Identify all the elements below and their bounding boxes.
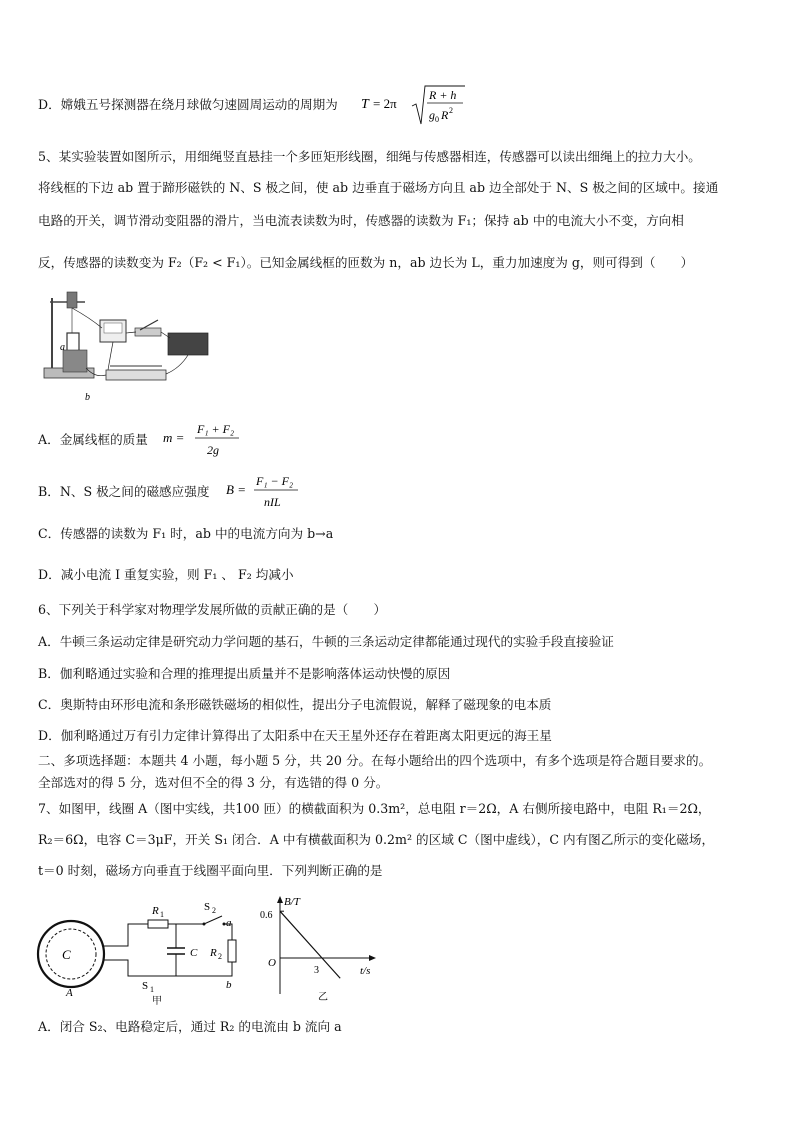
rheostat [106,370,166,380]
label-Cap: C [190,947,198,959]
battery-pack [168,333,208,355]
label-S1-sub: 1 [150,985,154,994]
label-jia: 甲 [152,996,162,1006]
formula-den-2: 2 [449,106,453,115]
optA-den: 2g [207,443,219,457]
label-R2: R [210,947,217,959]
y-axis-arrow [277,896,283,903]
coil-A [38,921,104,987]
label-R1-sub: 1 [160,910,164,919]
q5-option-a-formula [163,418,253,460]
q5-apparatus-figure [40,288,220,403]
x-axis-arrow [369,955,376,961]
q5-option-a [38,432,148,448]
q7-circuit-figure [36,896,256,1006]
magnet [63,350,87,372]
formula-den-0: 0 [435,115,439,124]
section2-line2: 全部选对的得 5 分，选对但不全的得 3 分，有选错的得 0 分。 [38,775,389,790]
label-b: b [226,979,232,991]
q6-option-b: B．伽利略通过实验和合理的推理提出质量并不是影响落体运动快慢的原因 [38,666,451,681]
resistor-R2 [228,940,236,962]
q6-option-c: C．奥斯特由环形电流和条形磁铁磁场的相似性，提出分子电流假说，解释了磁现象的电本质 [38,697,552,712]
sensor [67,292,77,308]
optB-num: F₁ − F₂ [256,474,294,488]
bt-series-line [280,911,340,978]
label-a: a [226,917,232,929]
graph-xlabel: t/s [360,965,371,977]
q6-option-a: A．牛顿三条运动定律是研究动力学问题的基石，牛顿的三条运动定律都能通过现代的实验手段直接验证 [38,634,614,649]
label-S2: S [204,901,211,913]
graph-ylabel: B/T [284,896,300,908]
resistor-R1 [148,920,168,928]
formula-den-R: R [441,108,449,122]
q7-option-a: A．闭合 S₂、电路稳定后，通过 R₂ 的电流由 b 流向 a [38,1019,342,1034]
formula-T: T [361,97,369,112]
label-S1: S [142,980,149,992]
q5-option-d: D．减小电流 I 重复实验，则 F₁ 、 F₂ 均减小 [38,567,294,582]
optA-num: F₁ + F₂ [197,422,235,436]
label-A: A [66,987,73,999]
q5-line4: 反，传感器的读数变为 F₂（F₂ < F₁）。已知金属线框的匝数为 n，ab 边长为 L，重力加速度为 g，则可得到（ ） [38,255,694,270]
q6-option-d: D．伽利略通过万有引力定律计算得出了太阳系中在天王星外还存在着距离太阳更远的海王星 [38,728,552,743]
q5-label-b: b [85,392,90,403]
q4-option-d-text: D．嫦娥五号探测器在绕月球做匀速圆周运动的周期为 [38,97,338,112]
q5-label-a: a [60,342,65,353]
label-C: C [62,947,71,962]
optA-lhs: m = [163,430,185,445]
formula-eq: = 2π [373,96,397,111]
q4-period-formula [361,82,471,128]
q5-line3: 电路的开关，调节滑动变阻器的滑片，当电流表读数为时，传感器的读数为 F₁；保持 ab 中的电流大小不变，方向相 [38,213,684,228]
switch [135,328,161,336]
region-C [46,929,96,979]
section2-line1: 二、多项选择题：本题共 4 小题，每小题 5 分，共 20 分。在每小题给出的四个选项中，有多个选项是符合题目要求的。 [38,753,712,768]
label-R1: R [152,905,159,917]
q7-bt-graph [260,894,390,1006]
graph-yi: 乙 [318,992,328,1003]
q5-option-b-formula [226,470,316,512]
q7-line2: R₂＝6Ω，电容 C＝3μF，开关 S₁ 闭合．A 中有横截面积为 0.2m² 的区域 C（图中虚线），C 内有图乙所示的变化磁场， [38,832,715,847]
q5-line1: 5、某实验装置如图所示，用细绳竖直悬挂一个多匝矩形线圈，细绳与传感器相连，传感器可以读出细绳上的拉力大小。 [38,149,701,164]
ammeter-dial [104,323,122,333]
optB-den: nIL [264,495,281,509]
q5-option-b [38,484,209,500]
q5-option-a-text: A．金属线框的质量 [38,432,148,447]
q5-option-c: C．传感器的读数为 F₁ 时，ab 中的电流方向为 b→a [38,526,334,541]
graph-ytick: 0.6 [260,910,273,921]
q7-line3: t＝0 时刻，磁场方向垂直于线圈平面向里．下列判断正确的是 [38,863,383,878]
graph-origin: O [268,957,276,969]
q5-line2: 将线框的下边 ab 置于蹄形磁铁的 N、S 极之间，使 ab 边垂直于磁场方向且 ab 边全部处于 N、S 极之间的区域中。接通 [38,180,719,195]
q5-option-b-text: B．N、S 极之间的磁感应强度 [38,484,210,499]
graph-xtick: 3 [314,965,319,976]
label-S2-sub: 2 [212,906,216,915]
formula-den-g: g [429,108,435,122]
q6-stem: 6、下列关于科学家对物理学发展所做的贡献正确的是（ ） [38,602,387,617]
switch-S2 [204,916,222,924]
q7-line1: 7、如图甲，线圈 A（图中实线，共100 匝）的横截面积为 0.3m²，总电阻 r＝2Ω，A 右侧所接电路中，电阻 R₁＝2Ω， [38,801,711,816]
label-R2-sub: 2 [218,952,222,961]
formula-num: R + h [429,88,457,102]
q4-option-d [38,97,338,113]
optB-lhs: B = [226,482,246,497]
